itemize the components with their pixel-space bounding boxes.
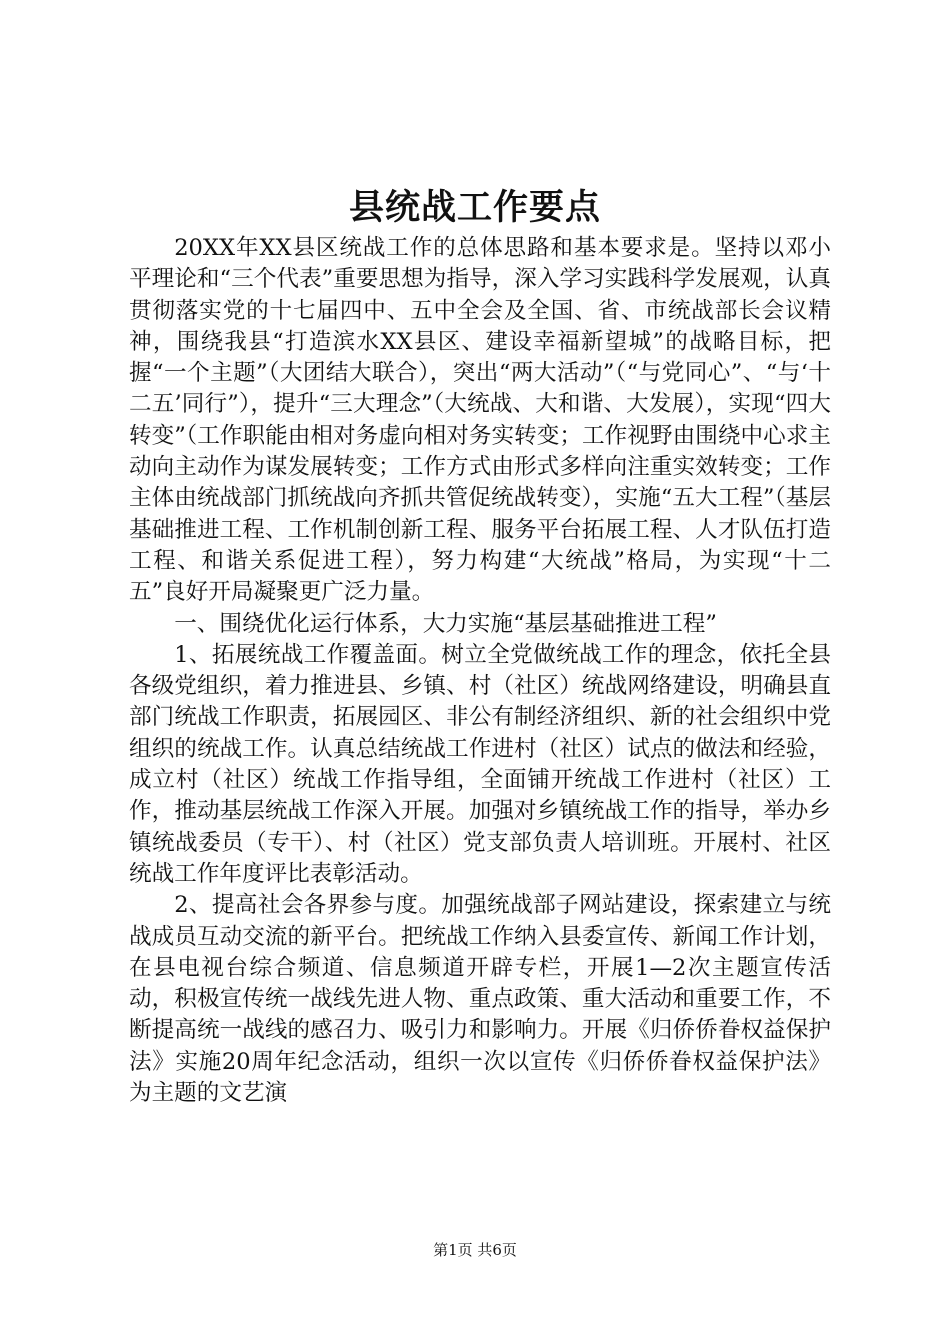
paragraph-item-1: 1、拓展统战工作覆盖面。树立全党做统战工作的理念，依托全县各级党组织，着力推进县、乡镇、村（社区）统战网络建设，明确县直部门统战工作职责，拓展园区、非公有制经济组织、新的社会组织中党组织的统战工作。认真总结统战工作进村（社区）试点的做法和经验，成立村（社区）统战工作指导组，全面铺开统战工作进村（社区）工作，推动基层统战工作深入开展。加强对乡镇统战工作的指导，举办乡镇统战委员（专干）、村（社区）党支部负责人培训班。开展村、社区统战工作年度评比表彰活动。 xyxy=(129,641,831,887)
paragraph-intro: 20XX年XX县区统战工作的总体思路和基本要求是。坚持以邓小平理论和“三个代表”重要思想为指导，深入学习实践科学发展观，认真贯彻落实党的十七届四中、五中全会及全国、省、市统战部长会议精神，围绕我县“打造滨水XX县区、建设幸福新望城”的战略目标，把握“一个主题”（大团结大联合），突出“两大活动”（“与党同心”、“与‘十二五’同行”），提升“三大理念”（大统战、大和谐、大发展），实现“四大转变”（工作职能由相对务虚向相对务实转变；工作视野由围绕中心求主动向主动作为谋发展转变；工作方式由形式多样向注重实效转变；工作主体由统战部门抓统战向齐抓共管促统战转变），实施“五大工程”（基层基础推进工程、工作机制创新工程、服务平台拓展工程、人才队伍打造工程、和谐关系促进工程），努力构建“大统战”格局，为实现“十二五”良好开局凝聚更广泛力量。 xyxy=(129,235,831,606)
document-body xyxy=(129,233,831,1109)
page-number: 第1页 共6页 xyxy=(433,1241,517,1259)
document-title: 县统战工作要点 xyxy=(348,188,601,228)
paragraph-item-2: 2、提高社会各界参与度。加强统战部子网站建设，探索建立与统战成员互动交流的新平台。把统战工作纳入县委宣传、新闻工作计划，在县电视台综合频道、信息频道开辟专栏，开展1—2次主题宣传活动，积极宣传统一战线先进人物、重点政策、重大活动和重要工作，不断提高统一战线的感召力、吸引力和影响力。开展《归侨侨眷权益保护法》实施20周年纪念活动，组织一次以宣传《归侨侨眷权益保护法》为主题的文艺演 xyxy=(129,892,831,1107)
section-heading-1: 一、围绕优化运行体系，大力实施“基层基础推进工程” xyxy=(174,610,717,637)
